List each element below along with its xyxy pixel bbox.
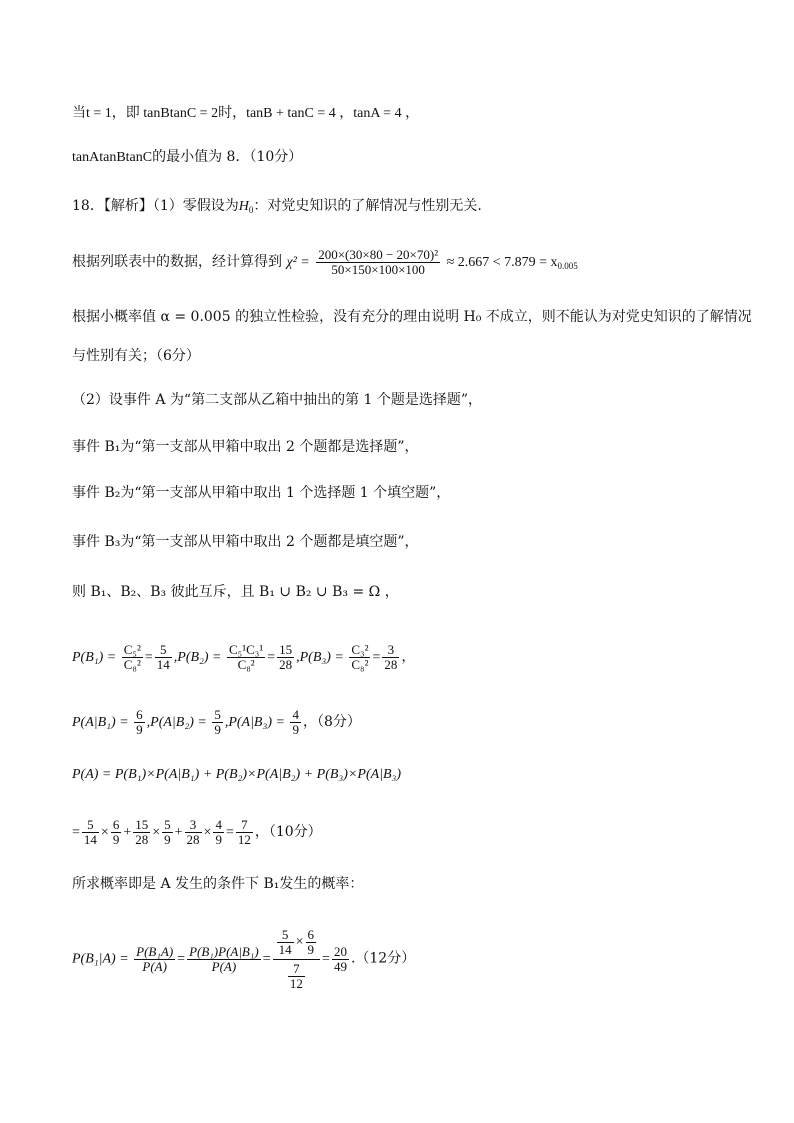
pa2-den: 9 [214,722,221,738]
t-end: ，（10分） [254,824,322,840]
f-frac-1 [134,945,175,974]
t6-den: 9 [215,832,222,848]
pb1-val [155,643,172,672]
f3n-d: 9 [307,942,315,957]
pb1-label: P(B₁) = [72,650,117,665]
pb3-frac [349,643,370,672]
t-frac-4 [162,818,173,847]
t-eq2: = [225,825,234,840]
t-frac-7 [236,818,253,847]
line-2-text: 的最小值为 8．（10分） [152,149,303,165]
chi-denominator: 50×150×100×100 [331,261,425,277]
line-3: 18．【解析】（1）零假设为$H_0$：对党史知识的了解情况与性别无关. [72,198,482,215]
line-8 [72,437,418,457]
f1-den: P(A) [142,959,167,974]
pb1-den: C₈² [123,657,141,673]
t-x3: × [203,825,212,840]
pb1-val-den: 14 [156,657,170,673]
total-prob-line [72,765,401,785]
ask-line [72,874,363,894]
chi-numerator: 200×(30×80 − 20×70)² [318,246,439,262]
line-1-prefix: 当 [72,105,86,121]
line-8-text: 事件 B₁为“第一支部从甲箱中取出 2 个题都是选择题”， [72,439,419,455]
pb3-val-den: 28 [384,657,398,673]
f-end: .（12分） [350,950,416,967]
line-1 [72,103,419,124]
f3-d-frac [288,962,305,991]
f-eq3: = [322,951,330,967]
t5-den: 28 [186,832,200,848]
pb1-num: C₅² [123,642,141,658]
f3d-a: 7 [288,962,305,977]
pb2-frac [227,643,265,672]
t-frac-3 [133,818,150,847]
line-9-text: 事件 B₂为“第一支部从甲箱中取出 1 个选择题 1 个填空题”， [72,485,451,501]
pa1-den: 9 [136,722,143,738]
f3d-b: 12 [289,976,303,991]
line-9 [72,483,450,503]
f3n-c: 6 [307,927,315,942]
chi-right: ≈ 2.667 < 7.879 = x [446,255,558,270]
line-2 [72,147,302,168]
t-x1: × [100,825,109,840]
t7-den: 12 [237,832,251,848]
t-frac-6 [213,818,224,847]
pb-end: ， [401,650,416,665]
pa1-label: P(A|B₁) = [72,715,129,730]
pb3-val-num: 3 [382,643,399,658]
pb1-frac [122,643,143,672]
pa3-den: 9 [292,722,299,738]
pa2-num: 5 [214,707,221,723]
pb2-label: ,P(B₂) = [173,650,222,665]
pb3-eq: = [372,650,381,665]
chi-left: χ² = [286,255,310,270]
t6-num: 4 [215,817,222,833]
line-7 [72,390,482,410]
t4-den: 9 [164,832,171,848]
f-eq2: = [262,951,271,967]
pb1-val-num: 5 [155,643,172,658]
line-2-math: tanAtanBtanC [72,150,153,165]
line-7-text: （2）设事件 A 为“第二支部从乙箱中抽出的第 1 个题是选择题”， [72,392,483,408]
t5-num: 3 [185,818,202,833]
f-res-num: 20 [333,944,347,959]
line-10-text: 事件 B₃为“第一支部从甲箱中取出 2 个题都是填空题”， [72,534,419,550]
f-frac-2 [187,945,261,974]
line-4-text: 根据列联表中的数据，经计算得到 [72,254,282,270]
line-11 [72,582,399,602]
t2-den: 9 [112,832,120,848]
final-formula-line [72,928,415,991]
line-5-text: 根据小概率值 α = 0.005 的独立性检验，没有充分的理由说明 H₀ 不成立，则不能认为对党史知识的了解情况 [72,309,752,325]
pb3-den: C₈² [351,657,369,673]
ask-text: 所求概率即是 A 发生的条件下 B₁发生的概率： [72,876,364,892]
t2-num: 6 [112,817,120,833]
t-p1: + [123,825,132,840]
f3-n-a-frac [277,928,294,957]
pb3-num: C₃² [351,642,369,658]
chi-sub: 0.005 [557,261,578,271]
line-5 [72,307,752,327]
pa3-label: ,P(A|B₃) = [224,715,285,730]
line-11-text: 则 B₁、B₂、B₃ 彼此互斥，且 B₁ ∪ B₂ ∪ B₃ = Ω ， [72,584,399,600]
t-frac-5 [185,818,202,847]
f-frac-3 [273,928,320,991]
t-eq: = [72,825,80,840]
t1-den: 14 [83,832,97,848]
pb2-num: C₅¹C₃¹ [229,642,264,658]
t7-num: 7 [236,818,253,833]
pb2-den: C₈² [237,657,255,673]
line-1-math: t = 1，即 tanBtanC = 2时，tanB + tanC = 4 ，tanA = 4 ， [86,106,420,121]
f3-denominator [273,960,320,991]
chi-fraction [316,248,440,277]
total-value-line [72,814,322,851]
f-res-den: 49 [333,959,347,974]
pa3-num: 4 [292,707,299,723]
total-prob: P(A) = P(B₁)×P(A|B₁) + P(B₂)×P(A|B₂) + P(B₃)×P(A|B₃) [72,767,402,782]
h0-symbol: H [238,199,249,214]
t3-num: 15 [135,817,149,833]
pb-line [72,640,415,676]
f2-num: P(B₁)P(A|B₁) [189,944,259,959]
f3-numerator [273,928,320,960]
f-lhs: P(B₁|A) = [72,951,129,967]
t-frac-1 [82,818,99,847]
f2-den: P(A) [211,959,237,974]
f3n-x: × [295,934,304,950]
t3-den: 28 [135,832,149,848]
f-eq1: = [177,951,186,967]
pa2-label: ,P(A|B₂) = [146,715,207,730]
line-10 [72,532,418,552]
t-frac-2 [111,818,122,847]
chi-square-line [72,245,578,283]
pa1-frac [134,708,145,737]
pb1-eq: = [144,650,153,665]
pa2-frac [212,708,223,737]
pa-end: ，（8分） [302,714,361,730]
pa3-frac [290,708,301,737]
pb3-val [382,643,399,672]
pb3-label: ,P(B₃) = [296,650,344,665]
pb2-eq: = [267,650,276,665]
t-p2: + [174,825,183,840]
line-6-text: 与性别有关；（6分） [72,348,200,364]
t1-num: 5 [82,818,99,833]
pa1-num: 6 [136,707,143,723]
f3-n-c-frac [306,928,317,957]
pb2-val [277,643,294,672]
pb2-val-num: 15 [279,642,293,658]
f1-num: P(B₁A) [136,944,174,959]
f3n-a: 5 [277,928,294,943]
line-6 [72,346,200,366]
line-3-text: ：对党史知识的了解情况与性别无关. [253,198,482,214]
f-result [332,945,349,974]
t4-num: 5 [164,817,171,833]
f3n-b: 14 [278,942,292,957]
pa-line [72,704,361,741]
pb2-val-den: 28 [279,657,293,673]
q18-heading: 18．【解析】（1）零假设为 [72,198,239,214]
t-x2: × [152,825,161,840]
